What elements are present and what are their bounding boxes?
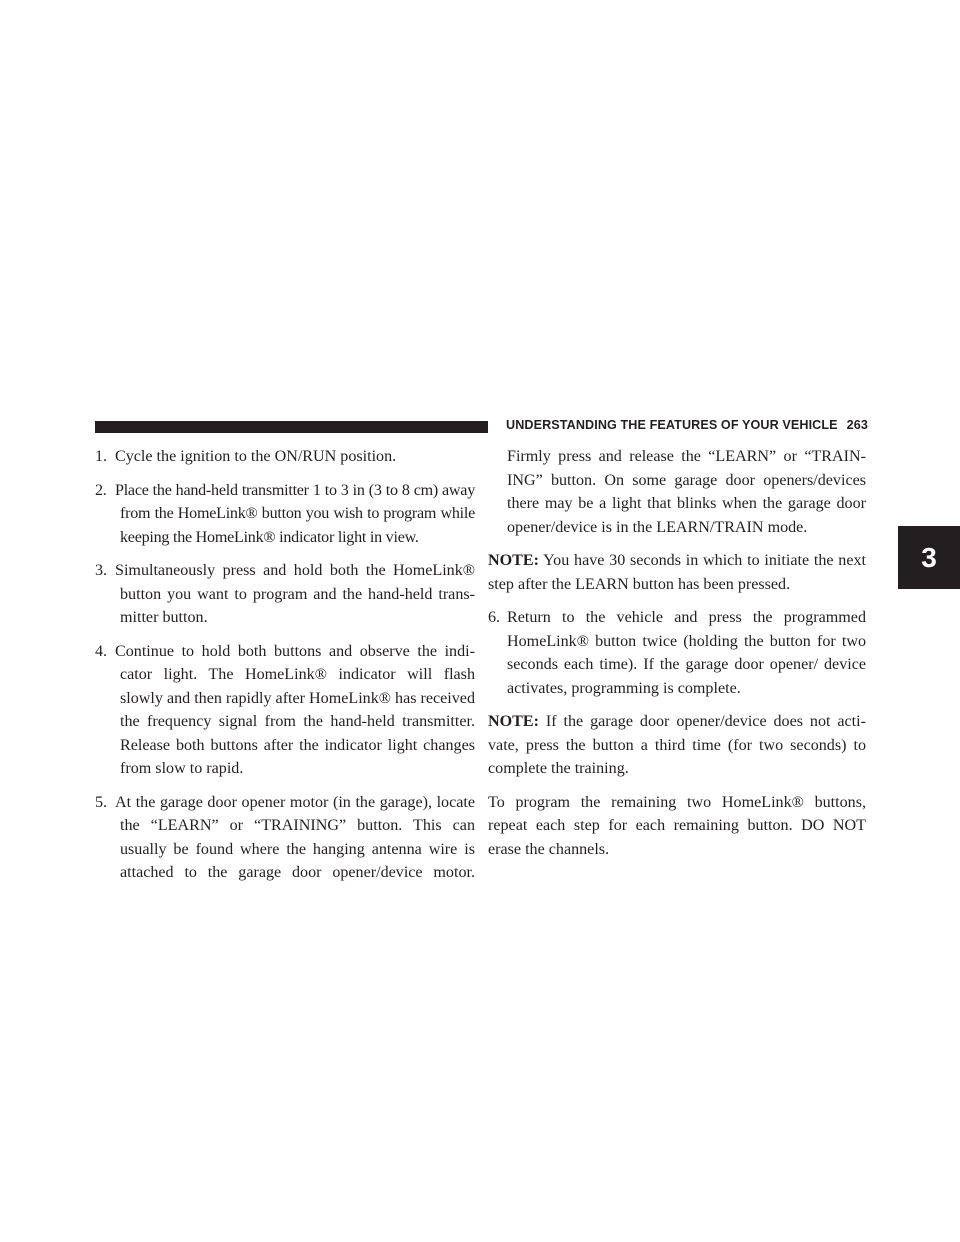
step-number: 4.	[95, 642, 108, 660]
note-label: NOTE:	[488, 713, 539, 730]
step-text: At the garage door opener motor (in the garage), locate the “LEARN” or “TRAINING” button. This can usually be found where the hanging antenna wire is attached to the garage door opener/device motor.	[115, 793, 475, 881]
chapter-tab: 3	[898, 526, 960, 589]
step-4	[95, 640, 475, 781]
section-title: UNDERSTANDING THE FEATURES OF YOUR VEHICLE	[506, 418, 838, 432]
step-number: 1.	[95, 448, 108, 465]
step-text: Cycle the ignition to the ON/RUN position.	[115, 448, 397, 465]
step-5-continuation: Firmly press and release the “LEARN” or “TRAIN-ING” button. On some garage door openers/devices there may be a light that blinks when the garage door opener/device is in the LEARN/TRAIN mode.	[507, 448, 866, 536]
note-2	[488, 710, 866, 781]
step-5	[95, 791, 475, 885]
page-number: 263	[846, 418, 868, 432]
step-text: Continue to hold both buttons and observe the indi-cator light. The HomeLink® indicator will flash slowly and then rapidly after HomeLink® has received the frequency signal from the hand-held transmitter. Release both buttons after the indicator light changes from slow to rapid.	[115, 642, 475, 777]
step-2	[95, 479, 475, 550]
step-number: 2.	[95, 481, 107, 499]
closing-paragraph: To program the remaining two HomeLink® buttons, repeat each step for each remaining button. DO NOT erase the channels.	[488, 793, 866, 858]
note-1	[488, 549, 866, 596]
step-number: 5.	[95, 793, 108, 811]
step-number: 6.	[488, 609, 501, 626]
note-label: NOTE:	[488, 552, 539, 569]
left-column	[95, 445, 475, 895]
step-text: Simultaneously press and hold both the HomeLink® button you want to program and the hand-held trans-mitter button.	[115, 562, 475, 626]
header-rule	[95, 421, 488, 433]
right-column	[488, 445, 866, 871]
step-1	[95, 445, 475, 469]
step-text: Place the hand-held transmitter 1 to 3 in (3 to 8 cm) away from the HomeLink® button you wish to program while keeping the HomeLink® indicator light in view.	[115, 481, 475, 546]
note-text: If the garage door opener/device does not acti-vate, press the button a third time (for two seconds) to complete the training.	[488, 713, 866, 777]
step-text: Return to the vehicle and press the programmed HomeLink® button twice (holding the button for two seconds each time). If the garage door opener/ device activates, programming is complete.	[507, 609, 866, 697]
step-6	[488, 606, 866, 700]
step-3	[95, 559, 475, 630]
step-number: 3.	[95, 562, 108, 579]
section-header	[506, 418, 866, 432]
note-text: You have 30 seconds in which to initiate the next step after the LEARN button has been pressed.	[488, 552, 866, 593]
